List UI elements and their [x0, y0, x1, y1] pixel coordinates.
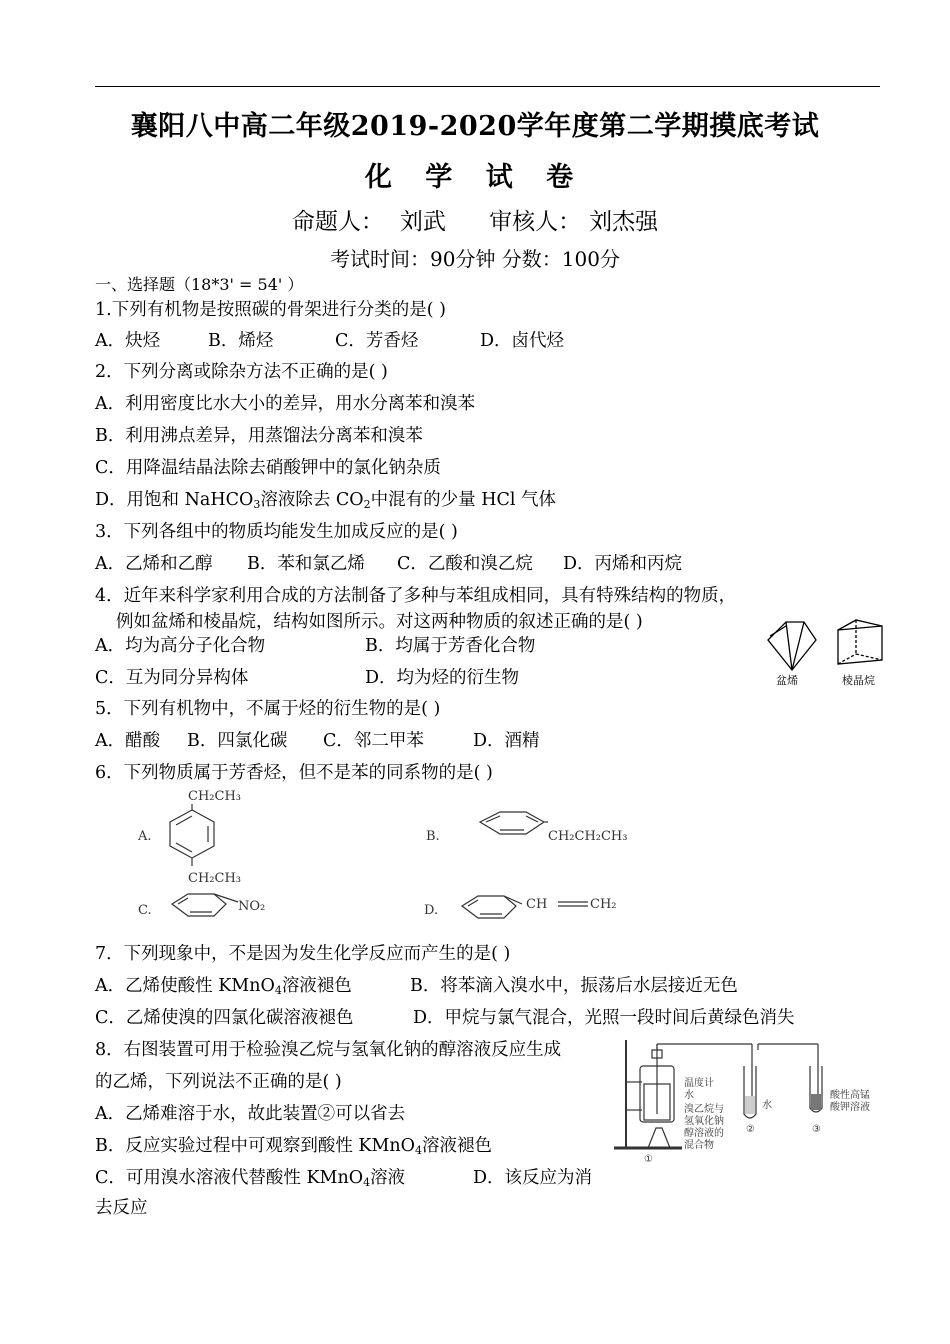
- q8-option-c: C．可用溴水溶液代替酸性 KMnO$_4$溶液: [95, 1168, 406, 1189]
- benzvalene-structure: [768, 622, 816, 670]
- q6-structures-figure: [130, 786, 690, 934]
- q1-option-b: B．烯烃: [208, 331, 274, 351]
- label-mixture-3: 醇溶液的: [684, 1128, 724, 1139]
- q4-option-b: B．均属于芳香化合物: [365, 636, 536, 656]
- author-line: [0, 203, 950, 236]
- q6d-substituent-ch: CH: [526, 897, 548, 912]
- q1-option-a: A．炔烃: [95, 331, 161, 351]
- benzvalene-label: 盆烯: [776, 674, 798, 687]
- q8-option-d-cont: 去反应: [95, 1198, 148, 1218]
- q6b-label: B.: [426, 829, 440, 844]
- label-kmno4-2: 酸钾溶液: [830, 1102, 870, 1113]
- label-num-1: ①: [644, 1154, 653, 1165]
- q6c-substituent: NO₂: [238, 899, 266, 914]
- prismane-label: 棱晶烷: [842, 674, 875, 687]
- label-kmno4-1: 酸性高锰: [830, 1090, 870, 1101]
- q5-option-b: B．四氯化碳: [187, 731, 288, 751]
- q2-option-b: B．利用沸点差异，用蒸馏法分离苯和溴苯: [95, 426, 423, 446]
- q6a-substituent-bottom: CH₂CH₃: [188, 871, 241, 886]
- label-mixture-4: 混合物: [684, 1140, 714, 1151]
- q3-option-b: B．苯和氯乙烯: [247, 554, 365, 574]
- q3-option-c: C．乙酸和溴乙烷: [397, 554, 533, 574]
- label-water-1: 水: [684, 1090, 694, 1101]
- label-thermometer: 温度计: [684, 1078, 714, 1089]
- q6d-benzene-ring: [462, 896, 516, 918]
- exam-info: 考试时间：90分钟 分数：100分: [330, 247, 620, 271]
- q6c-benzene-ring: [172, 894, 226, 916]
- q6b-substituent: CH₂CH₂CH₃: [548, 829, 628, 844]
- q5-option-d: D．酒精: [473, 731, 540, 751]
- q6a-label: A.: [138, 829, 152, 844]
- q2-option-a: A．利用密度比水大小的差异，用水分离苯和溴苯: [95, 394, 476, 414]
- q8-stem-2: 的乙烯，下列说法不正确的是( ): [95, 1072, 342, 1092]
- q2-option-c: C．用降温结晶法除去硝酸钾中的氯化钠杂质: [95, 458, 441, 478]
- q5-option-a: A．醋酸: [95, 731, 161, 751]
- q4-option-c: C．互为同分异构体: [95, 668, 249, 688]
- q5-stem: 5．下列有机物中，不属于烃的衍生物的是( ): [95, 699, 441, 719]
- q6a-substituent-top: CH₂CH₃: [188, 789, 241, 804]
- label-num-2: ②: [746, 1124, 755, 1135]
- q6d-substituent-ch2: CH₂: [590, 897, 617, 912]
- label-mixture-2: 氢氧化钠: [684, 1116, 724, 1127]
- q1-option-d: D．卤代烃: [480, 331, 565, 351]
- reviewer-label: 审核人：: [489, 209, 582, 235]
- q3-option-d: D．丙烯和丙烷: [563, 554, 683, 574]
- prismane-structure: [838, 620, 882, 664]
- q1-option-c: C．芳香烃: [335, 331, 419, 351]
- q2-option-d: D．用饱和 NaHCO$_3$溶液除去 $CO_2$中混有的少量 HCl 气体: [95, 490, 557, 511]
- q2-stem: 2．下列分离或除杂方法不正确的是( ): [95, 362, 388, 382]
- q7-option-b: B．将苯滴入溴水中，振荡后水层接近无色: [410, 976, 738, 996]
- section-heading: 一、选择题（18*3' = 54' ）: [95, 275, 304, 294]
- q8-apparatus-figure: [612, 1036, 902, 1166]
- reviewer-name: 刘杰强: [589, 209, 659, 235]
- q6a-benzene-ring: [170, 810, 214, 858]
- label-mixture-1: 溴乙烷与: [684, 1104, 724, 1115]
- q5-option-c: C．邻二甲苯: [323, 731, 424, 751]
- q8-option-b: B．反应实验过程中可观察到酸性 KMnO$_4$溶液褪色: [95, 1136, 493, 1157]
- q8-option-d: D．该反应为消: [473, 1168, 593, 1188]
- q6b-benzene-ring: [480, 812, 544, 834]
- subject-title: 化 学 试 卷: [364, 162, 586, 193]
- q6c-label: C.: [138, 903, 152, 918]
- kmno4-liquid: [811, 1094, 821, 1110]
- q3-stem: 3．下列各组中的物质均能发生加成反应的是( ): [95, 522, 458, 542]
- author-label: 命题人：: [291, 209, 384, 235]
- q1-stem: 1.下列有机物是按照碳的骨架进行分类的是( ): [95, 300, 446, 320]
- q8-stem-1: 8．右图装置可用于检验溴乙烷与氢氧化钠的醇溶液反应生成: [95, 1040, 562, 1060]
- q8-option-a: A．乙烯难溶于水，故此装置②可以省去: [95, 1104, 406, 1124]
- q4-structure-figure: [756, 612, 896, 692]
- q7-stem: 7．下列现象中，不是因为发生化学反应而产生的是( ): [95, 944, 511, 964]
- q6d-label: D.: [424, 903, 439, 918]
- water-liquid: [745, 1096, 755, 1114]
- q4-stem-2: 例如盆烯和棱晶烷，结构如图所示。对这两种物质的叙述正确的是( ): [116, 612, 643, 632]
- label-num-3: ③: [812, 1124, 821, 1135]
- author-name: 刘武: [399, 209, 446, 235]
- q7-option-c: C．乙烯使溴的四氯化碳溶液褪色: [95, 1008, 354, 1028]
- q7-option-d: D．甲烷与氯气混合，光照一段时间后黄绿色消失: [413, 1008, 795, 1028]
- header-rule: [95, 86, 880, 87]
- school-title: 襄阳八中高二年级2019-2020学年度第二学期摸底考试: [130, 111, 820, 142]
- q4-stem-1: 4．近年来科学家利用合成的方法制备了多种与苯组成相同，具有特殊结构的物质，: [95, 586, 737, 606]
- q4-option-d: D．均为烃的衍生物: [365, 668, 520, 688]
- q3-option-a: A．乙烯和乙醇: [95, 554, 213, 574]
- label-water-2: 水: [762, 1100, 772, 1111]
- q7-option-a: A．乙烯使酸性 KMnO$_4$溶液褪色: [95, 976, 352, 997]
- q4-option-a: A．均为高分子化合物: [95, 636, 266, 656]
- q6-stem: 6．下列物质属于芳香烃，但不是苯的同系物的是( ): [95, 763, 493, 783]
